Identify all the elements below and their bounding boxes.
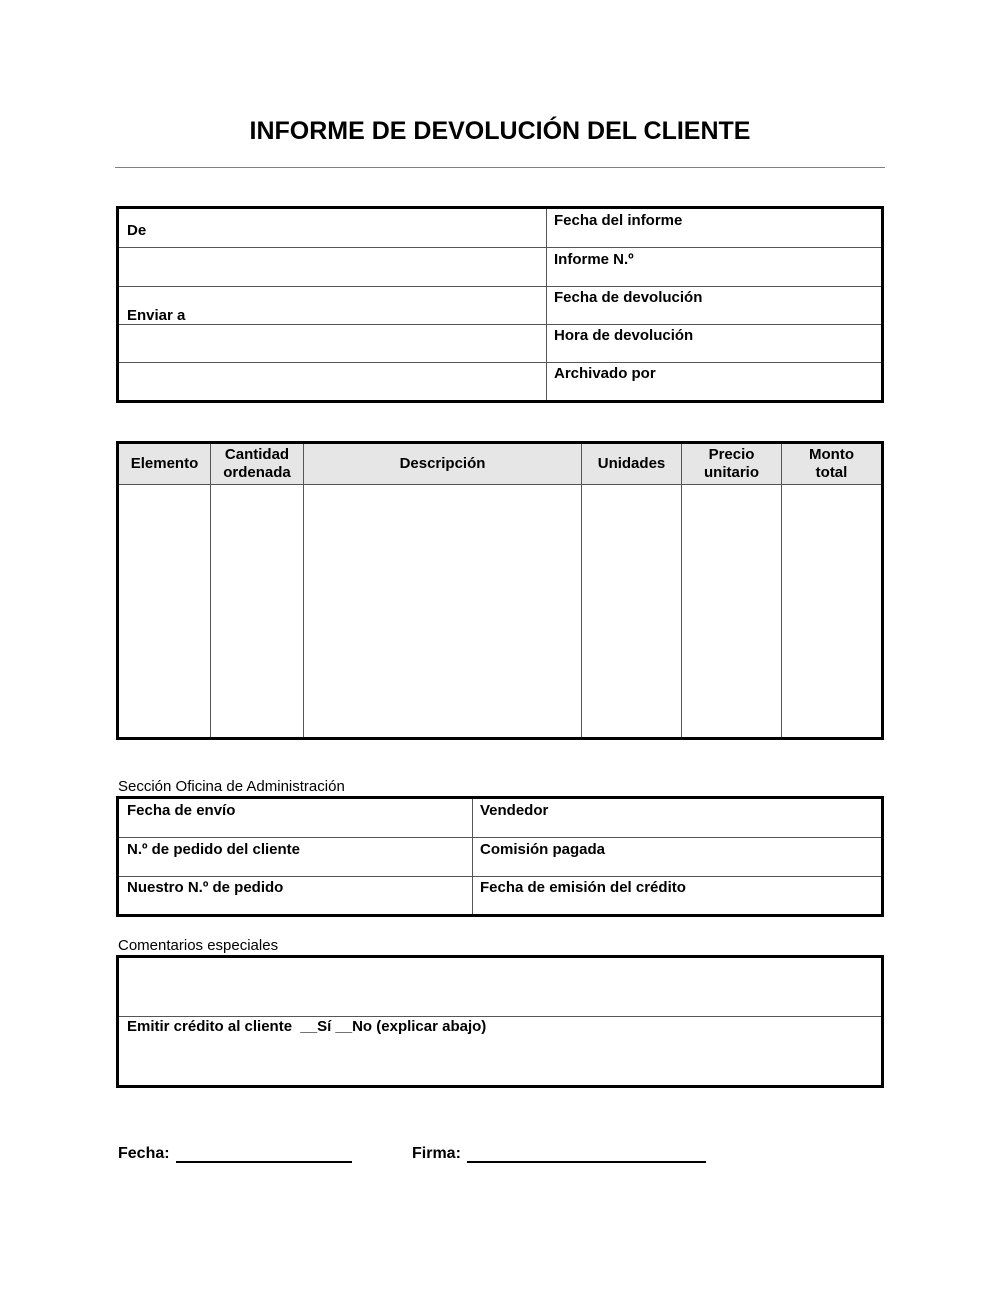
- column-header-label: total: [815, 464, 848, 481]
- column-header-label: unitario: [704, 464, 759, 481]
- column-divider: [210, 444, 211, 737]
- row-divider: [119, 324, 881, 325]
- our-order-number-field[interactable]: Nuestro N.º de pedido: [127, 879, 284, 896]
- issue-credit-field[interactable]: Emitir crédito al cliente __Sí __No (explicar abajo): [127, 1018, 487, 1035]
- send-to-field[interactable]: Enviar a: [127, 307, 186, 324]
- from-field[interactable]: De: [127, 222, 147, 239]
- comments-table: [116, 955, 884, 1088]
- column-header-label: Precio: [708, 446, 755, 463]
- admin-section-table: [116, 796, 884, 917]
- date-blank-line[interactable]: [176, 1144, 352, 1163]
- date-label: Fecha:: [118, 1145, 170, 1162]
- row-divider: [119, 286, 881, 287]
- date-signature-field[interactable]: [118, 1144, 352, 1163]
- column-header-total-amount: [782, 444, 881, 484]
- signature-field[interactable]: [412, 1144, 706, 1163]
- column-header-label: Monto: [809, 446, 854, 463]
- header-info-table: [116, 206, 884, 403]
- report-number-field[interactable]: Informe N.º: [554, 251, 634, 268]
- row-divider: [119, 837, 881, 838]
- return-time-field[interactable]: Hora de devolución: [554, 327, 694, 344]
- column-divider: [472, 799, 473, 914]
- column-divider: [303, 444, 304, 737]
- ship-date-field[interactable]: Fecha de envío: [127, 802, 236, 819]
- column-divider: [781, 444, 782, 737]
- return-date-field[interactable]: Fecha de devolución: [554, 289, 703, 306]
- row-divider: [119, 1016, 881, 1017]
- column-divider: [546, 209, 547, 400]
- signature-label: Firma:: [412, 1145, 461, 1162]
- column-header-label: Descripción: [399, 455, 486, 472]
- row-divider: [119, 362, 881, 363]
- column-divider: [581, 444, 582, 737]
- title-divider: [115, 167, 885, 168]
- signature-blank-line[interactable]: [467, 1144, 706, 1163]
- special-comments-field[interactable]: [119, 958, 881, 1016]
- row-divider: [119, 876, 881, 877]
- column-header-qty-ordered: [211, 444, 303, 484]
- column-header-item: [119, 444, 210, 484]
- column-header-label: Elemento: [130, 455, 199, 472]
- salesperson-field[interactable]: Vendedor: [480, 802, 549, 819]
- column-header-unit-price: [682, 444, 781, 484]
- column-header-label: ordenada: [223, 464, 291, 481]
- admin-section-caption: Sección Oficina de Administración: [118, 778, 345, 795]
- column-header-units: [582, 444, 681, 484]
- commission-paid-field[interactable]: Comisión pagada: [480, 841, 606, 858]
- column-header-description: [304, 444, 581, 484]
- items-table: [116, 441, 884, 740]
- customer-order-number-field[interactable]: N.º de pedido del cliente: [127, 841, 301, 858]
- column-header-label: Cantidad: [224, 446, 290, 463]
- filed-by-field[interactable]: Archivado por: [554, 365, 656, 382]
- report-date-field[interactable]: Fecha del informe: [554, 212, 683, 229]
- comments-caption: Comentarios especiales: [118, 937, 279, 954]
- row-divider: [119, 247, 881, 248]
- credit-issue-date-field[interactable]: Fecha de emisión del crédito: [480, 879, 686, 896]
- column-divider: [681, 444, 682, 737]
- document-title: INFORME DE DEVOLUCIÓN DEL CLIENTE: [249, 117, 751, 145]
- column-header-label: Unidades: [597, 455, 666, 472]
